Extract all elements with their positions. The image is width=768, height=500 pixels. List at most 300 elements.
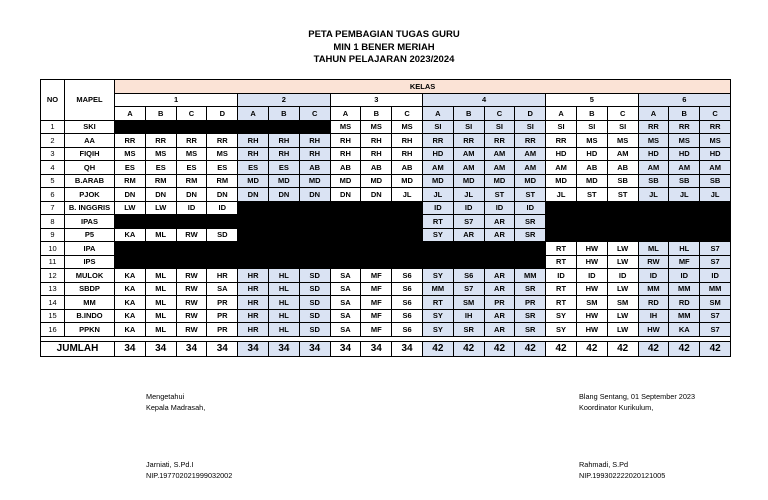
total-value: 34 xyxy=(299,341,330,356)
teacher-code-cell: AM xyxy=(515,161,546,175)
blocked-cell xyxy=(176,242,207,256)
teacher-code-cell: HR xyxy=(238,282,269,296)
teacher-code-cell: SY xyxy=(546,309,577,323)
row-subject: IPAS xyxy=(65,215,115,229)
teacher-code-cell: S6 xyxy=(392,296,423,310)
teacher-code-cell: RR xyxy=(515,134,546,148)
blocked-cell xyxy=(453,242,484,256)
teacher-code-cell: RR xyxy=(422,134,453,148)
teacher-code-cell: LW xyxy=(607,242,638,256)
header-section: A xyxy=(238,107,269,121)
teacher-code-cell: RM xyxy=(115,174,146,188)
blocked-cell xyxy=(484,242,515,256)
blocked-cell xyxy=(576,201,607,215)
table-row xyxy=(41,282,731,296)
row-subject: B.INDO xyxy=(65,309,115,323)
teacher-code-cell: SA xyxy=(330,269,361,283)
teacher-code-cell: MS xyxy=(176,147,207,161)
teacher-code-cell: HL xyxy=(669,242,700,256)
teacher-code-cell: RR xyxy=(546,134,577,148)
signature-right-name: Rahmadi, S.Pd xyxy=(579,460,629,469)
table-row xyxy=(41,323,731,337)
teacher-code-cell: MM xyxy=(700,282,731,296)
teacher-code-cell: AR xyxy=(484,228,515,242)
teacher-code-cell: SD xyxy=(299,269,330,283)
teacher-code-cell: RW xyxy=(176,228,207,242)
header-section: A xyxy=(422,107,453,121)
header-section: C xyxy=(392,107,423,121)
teacher-code-cell: AM xyxy=(700,161,731,175)
teacher-code-cell: DN xyxy=(268,188,299,202)
teacher-code-cell: MS xyxy=(361,120,392,134)
teacher-code-cell: SI xyxy=(515,120,546,134)
title-line-1: PETA PEMBAGIAN TUGAS GURU xyxy=(308,29,460,40)
total-value: 34 xyxy=(207,341,238,356)
row-subject: B.ARAB xyxy=(65,174,115,188)
blocked-cell xyxy=(669,215,700,229)
teacher-code-cell: ID xyxy=(515,201,546,215)
blocked-cell xyxy=(422,255,453,269)
teacher-code-cell: RT xyxy=(546,255,577,269)
teacher-code-cell: MF xyxy=(361,296,392,310)
row-subject: SKI xyxy=(65,120,115,134)
blocked-cell xyxy=(145,120,176,134)
teacher-code-cell: ID xyxy=(576,269,607,283)
total-value: 42 xyxy=(484,341,515,356)
row-subject: QH xyxy=(65,161,115,175)
blocked-cell xyxy=(207,215,238,229)
teacher-code-cell: ST xyxy=(484,188,515,202)
blocked-cell xyxy=(515,242,546,256)
blocked-cell xyxy=(330,228,361,242)
teacher-code-cell: SM xyxy=(700,296,731,310)
teacher-code-cell: S6 xyxy=(392,269,423,283)
teacher-code-cell: RH xyxy=(268,147,299,161)
teacher-code-cell: ID xyxy=(546,269,577,283)
row-subject: MM xyxy=(65,296,115,310)
total-value: 34 xyxy=(176,341,207,356)
teacher-code-cell: MD xyxy=(576,174,607,188)
teacher-code-cell: MF xyxy=(361,309,392,323)
row-number: 12 xyxy=(41,269,65,283)
teacher-code-cell: RR xyxy=(669,120,700,134)
blocked-cell xyxy=(638,215,669,229)
header-no: NO xyxy=(41,80,65,121)
header-section: B xyxy=(576,107,607,121)
teacher-code-cell: ML xyxy=(145,228,176,242)
teacher-code-cell: MS xyxy=(115,147,146,161)
teacher-code-cell: RH xyxy=(238,134,269,148)
row-number: 14 xyxy=(41,296,65,310)
blocked-cell xyxy=(638,201,669,215)
teacher-code-cell: AM xyxy=(669,161,700,175)
teacher-code-cell: AM xyxy=(484,161,515,175)
blocked-cell xyxy=(392,215,423,229)
blocked-cell xyxy=(392,255,423,269)
teacher-code-cell: LW xyxy=(115,201,146,215)
blocked-cell xyxy=(299,242,330,256)
teacher-code-cell: RW xyxy=(176,282,207,296)
row-number: 10 xyxy=(41,242,65,256)
teacher-code-cell: ML xyxy=(145,269,176,283)
teacher-code-cell: MD xyxy=(361,174,392,188)
blocked-cell xyxy=(453,255,484,269)
blocked-cell xyxy=(299,228,330,242)
teacher-code-cell: RW xyxy=(176,323,207,337)
total-value: 42 xyxy=(607,341,638,356)
teacher-code-cell: HD xyxy=(669,147,700,161)
teacher-code-cell: RD xyxy=(669,296,700,310)
teacher-code-cell: SA xyxy=(330,282,361,296)
blocked-cell xyxy=(330,215,361,229)
teacher-code-cell: HR xyxy=(238,309,269,323)
table-row xyxy=(41,215,731,229)
teacher-code-cell: LW xyxy=(607,309,638,323)
blocked-cell xyxy=(361,255,392,269)
blocked-cell xyxy=(361,215,392,229)
teacher-code-cell: SI xyxy=(453,120,484,134)
teacher-code-cell: HW xyxy=(576,255,607,269)
signature-left xyxy=(146,459,232,481)
teacher-code-cell: AB xyxy=(299,161,330,175)
teacher-code-cell: RD xyxy=(638,296,669,310)
header-section: C xyxy=(484,107,515,121)
teacher-code-cell: MD xyxy=(515,174,546,188)
teacher-code-cell: S6 xyxy=(392,323,423,337)
teacher-code-cell: MS xyxy=(607,134,638,148)
row-number: 2 xyxy=(41,134,65,148)
teacher-code-cell: LW xyxy=(607,323,638,337)
teacher-code-cell: RR xyxy=(453,134,484,148)
row-number: 16 xyxy=(41,323,65,337)
signature-right xyxy=(579,459,665,481)
footer-left-line1: Mengetahui xyxy=(146,392,185,401)
blocked-cell xyxy=(392,201,423,215)
blocked-cell xyxy=(238,242,269,256)
teacher-code-cell: HW xyxy=(638,323,669,337)
teacher-code-cell: AM xyxy=(638,161,669,175)
table-row xyxy=(41,201,731,215)
teacher-code-cell: MM xyxy=(515,269,546,283)
teacher-code-cell: AR xyxy=(484,282,515,296)
teacher-code-cell: MS xyxy=(145,147,176,161)
teacher-code-cell: ST xyxy=(607,188,638,202)
teacher-code-cell: KA xyxy=(115,269,146,283)
teacher-code-cell: ID xyxy=(176,201,207,215)
header-section: C xyxy=(176,107,207,121)
teacher-code-cell: ID xyxy=(669,269,700,283)
teacher-code-cell: AM xyxy=(546,161,577,175)
total-value: 42 xyxy=(515,341,546,356)
blocked-cell xyxy=(299,120,330,134)
teacher-code-cell: RR xyxy=(176,134,207,148)
teacher-code-cell: MF xyxy=(361,282,392,296)
teacher-code-cell: SD xyxy=(207,228,238,242)
row-number: 6 xyxy=(41,188,65,202)
teacher-code-cell: MF xyxy=(361,269,392,283)
teacher-code-cell: ID xyxy=(638,269,669,283)
teacher-code-cell: RR xyxy=(638,120,669,134)
total-row xyxy=(41,341,731,356)
teacher-code-cell: SY xyxy=(422,323,453,337)
table-row xyxy=(41,242,731,256)
row-number: 11 xyxy=(41,255,65,269)
blocked-cell xyxy=(515,255,546,269)
teacher-code-cell: PR xyxy=(484,296,515,310)
footer-right-line2: Koordinator Kurikulum, xyxy=(579,403,654,412)
row-subject: SBDP xyxy=(65,282,115,296)
teacher-code-cell: ES xyxy=(176,161,207,175)
teacher-code-cell: AM xyxy=(515,147,546,161)
teacher-code-cell: HL xyxy=(268,269,299,283)
blocked-cell xyxy=(238,255,269,269)
teacher-code-cell: KA xyxy=(115,323,146,337)
header-section: C xyxy=(299,107,330,121)
total-value: 42 xyxy=(422,341,453,356)
teacher-code-cell: MM xyxy=(669,282,700,296)
table-row xyxy=(41,147,731,161)
blocked-cell xyxy=(361,242,392,256)
total-value: 34 xyxy=(145,341,176,356)
teacher-code-cell: HD xyxy=(422,147,453,161)
blocked-cell xyxy=(145,242,176,256)
teacher-code-cell: RH xyxy=(392,147,423,161)
table-row xyxy=(41,188,731,202)
header-section: C xyxy=(700,107,731,121)
footer-right xyxy=(579,391,695,413)
header-kelas: KELAS xyxy=(115,80,731,94)
teacher-code-cell: ID xyxy=(422,201,453,215)
teacher-code-cell: KA xyxy=(115,296,146,310)
teacher-code-cell: SI xyxy=(484,120,515,134)
total-value: 42 xyxy=(576,341,607,356)
teacher-code-cell: ST xyxy=(515,188,546,202)
blocked-cell xyxy=(238,228,269,242)
teacher-code-cell: SR xyxy=(453,323,484,337)
teacher-code-cell: S6 xyxy=(392,309,423,323)
teacher-code-cell: AM xyxy=(607,147,638,161)
row-subject: P5 xyxy=(65,228,115,242)
teacher-code-cell: RM xyxy=(145,174,176,188)
header-grade-3: 3 xyxy=(330,93,422,107)
header-section: A xyxy=(330,107,361,121)
total-value: 34 xyxy=(115,341,146,356)
teacher-code-cell: MM xyxy=(422,282,453,296)
teacher-code-cell: ID xyxy=(453,201,484,215)
teacher-code-cell: RH xyxy=(238,147,269,161)
row-number: 7 xyxy=(41,201,65,215)
teacher-code-cell: MS xyxy=(576,134,607,148)
teacher-code-cell: HR xyxy=(238,296,269,310)
blocked-cell xyxy=(176,215,207,229)
teacher-code-cell: RH xyxy=(361,147,392,161)
teacher-code-cell: SR xyxy=(515,228,546,242)
header-section: B xyxy=(361,107,392,121)
teacher-code-cell: MS xyxy=(669,134,700,148)
total-value: 42 xyxy=(546,341,577,356)
teacher-code-cell: RM xyxy=(207,174,238,188)
header-grade-5: 5 xyxy=(546,93,638,107)
teacher-code-cell: SA xyxy=(330,309,361,323)
header-section: D xyxy=(207,107,238,121)
teacher-code-cell: RR xyxy=(207,134,238,148)
row-subject: PPKN xyxy=(65,323,115,337)
teacher-code-cell: MF xyxy=(361,323,392,337)
teacher-code-cell: AR xyxy=(484,215,515,229)
blocked-cell xyxy=(115,255,146,269)
total-label: JUMLAH xyxy=(41,341,115,356)
teacher-code-cell: AM xyxy=(453,147,484,161)
blocked-cell xyxy=(392,242,423,256)
blocked-cell xyxy=(238,215,269,229)
teacher-code-cell: AR xyxy=(484,323,515,337)
blocked-cell xyxy=(576,228,607,242)
teacher-code-cell: JL xyxy=(546,188,577,202)
teacher-code-cell: ST xyxy=(576,188,607,202)
teacher-code-cell: MD xyxy=(330,174,361,188)
row-subject: IPA xyxy=(65,242,115,256)
teacher-code-cell: SI xyxy=(546,120,577,134)
total-value: 42 xyxy=(638,341,669,356)
blocked-cell xyxy=(546,215,577,229)
teacher-code-cell: S6 xyxy=(453,269,484,283)
teacher-code-cell: RT xyxy=(546,242,577,256)
teacher-code-cell: RT xyxy=(422,296,453,310)
teacher-code-cell: HL xyxy=(268,296,299,310)
teacher-code-cell: HL xyxy=(268,323,299,337)
blocked-cell xyxy=(638,228,669,242)
blocked-cell xyxy=(299,215,330,229)
teacher-code-cell: ES xyxy=(145,161,176,175)
teacher-code-cell: RW xyxy=(638,255,669,269)
teacher-code-cell: ML xyxy=(145,323,176,337)
blocked-cell xyxy=(268,201,299,215)
teacher-code-cell: SA xyxy=(330,296,361,310)
teacher-code-cell: ES xyxy=(115,161,146,175)
blocked-cell xyxy=(361,201,392,215)
blocked-cell xyxy=(176,255,207,269)
table-row xyxy=(41,134,731,148)
teacher-code-cell: AB xyxy=(576,161,607,175)
blocked-cell xyxy=(546,201,577,215)
teacher-code-cell: RH xyxy=(299,134,330,148)
teacher-code-cell: MD xyxy=(392,174,423,188)
signature-right-nip: NIP.199302222020121005 xyxy=(579,471,666,480)
teacher-code-cell: MD xyxy=(422,174,453,188)
teacher-code-cell: SA xyxy=(207,282,238,296)
teacher-code-cell: KA xyxy=(115,282,146,296)
teacher-code-cell: JL xyxy=(422,188,453,202)
teacher-code-cell: ML xyxy=(145,309,176,323)
teacher-code-cell: MD xyxy=(299,174,330,188)
teacher-code-cell: SY xyxy=(422,269,453,283)
blocked-cell xyxy=(299,201,330,215)
teacher-code-cell: SM xyxy=(607,296,638,310)
teacher-code-cell: DN xyxy=(207,188,238,202)
blocked-cell xyxy=(607,228,638,242)
teacher-code-cell: MS xyxy=(207,147,238,161)
title-line-2: MIN 1 BENER MERIAH xyxy=(333,41,435,53)
teacher-code-cell: DN xyxy=(361,188,392,202)
blocked-cell xyxy=(607,215,638,229)
teaching-assignment-table xyxy=(40,79,731,357)
teacher-code-cell: AB xyxy=(330,161,361,175)
teacher-code-cell: RH xyxy=(268,134,299,148)
teacher-code-cell: ES xyxy=(268,161,299,175)
teacher-code-cell: S6 xyxy=(392,282,423,296)
teacher-code-cell: ML xyxy=(638,242,669,256)
teacher-code-cell: JL xyxy=(700,188,731,202)
teacher-code-cell: MS xyxy=(392,120,423,134)
blocked-cell xyxy=(392,228,423,242)
teacher-code-cell: HD xyxy=(546,147,577,161)
teacher-code-cell: MS xyxy=(330,120,361,134)
teacher-code-cell: RR xyxy=(145,134,176,148)
row-subject: B. INGGRIS xyxy=(65,201,115,215)
teacher-code-cell: MM xyxy=(669,309,700,323)
teacher-code-cell: HD xyxy=(700,147,731,161)
total-value: 42 xyxy=(453,341,484,356)
teacher-code-cell: LW xyxy=(607,255,638,269)
teacher-code-cell: ES xyxy=(238,161,269,175)
teacher-code-cell: HR xyxy=(238,323,269,337)
total-value: 34 xyxy=(361,341,392,356)
header-section: C xyxy=(607,107,638,121)
teacher-code-cell: AM xyxy=(453,161,484,175)
teacher-code-cell: PR xyxy=(515,296,546,310)
blocked-cell xyxy=(484,255,515,269)
teacher-code-cell: RR xyxy=(700,120,731,134)
teacher-code-cell: MM xyxy=(638,282,669,296)
teacher-code-cell: S7 xyxy=(700,309,731,323)
teacher-code-cell: RH xyxy=(392,134,423,148)
teacher-code-cell: SD xyxy=(299,323,330,337)
blocked-cell xyxy=(115,215,146,229)
teacher-code-cell: SI xyxy=(607,120,638,134)
teacher-code-cell: HL xyxy=(268,309,299,323)
teacher-code-cell: RH xyxy=(299,147,330,161)
teacher-code-cell: KA xyxy=(669,323,700,337)
teacher-code-cell: AR xyxy=(484,269,515,283)
total-value: 42 xyxy=(700,341,731,356)
header-mapel: MAPEL xyxy=(65,80,115,121)
blocked-cell xyxy=(238,120,269,134)
blocked-cell xyxy=(207,120,238,134)
teacher-code-cell: IH xyxy=(638,309,669,323)
blocked-cell xyxy=(115,242,146,256)
teacher-code-cell: SB xyxy=(607,174,638,188)
teacher-code-cell: RH xyxy=(330,147,361,161)
table-row xyxy=(41,120,731,134)
blocked-cell xyxy=(176,120,207,134)
teacher-code-cell: AR xyxy=(453,228,484,242)
header-section: B xyxy=(453,107,484,121)
teacher-code-cell: SD xyxy=(299,309,330,323)
teacher-code-cell: RR xyxy=(115,134,146,148)
teacher-code-cell: SD xyxy=(299,296,330,310)
teacher-code-cell: SB xyxy=(669,174,700,188)
teacher-code-cell: MD xyxy=(546,174,577,188)
teacher-code-cell: HR xyxy=(207,269,238,283)
teacher-code-cell: PR xyxy=(207,309,238,323)
blocked-cell xyxy=(268,242,299,256)
teacher-code-cell: AR xyxy=(484,309,515,323)
row-subject: FIQIH xyxy=(65,147,115,161)
footer-left-line2: Kepala Madrasah, xyxy=(146,403,206,412)
header-grade-1: 1 xyxy=(115,93,238,107)
teacher-code-cell: SB xyxy=(638,174,669,188)
table-row xyxy=(41,174,731,188)
